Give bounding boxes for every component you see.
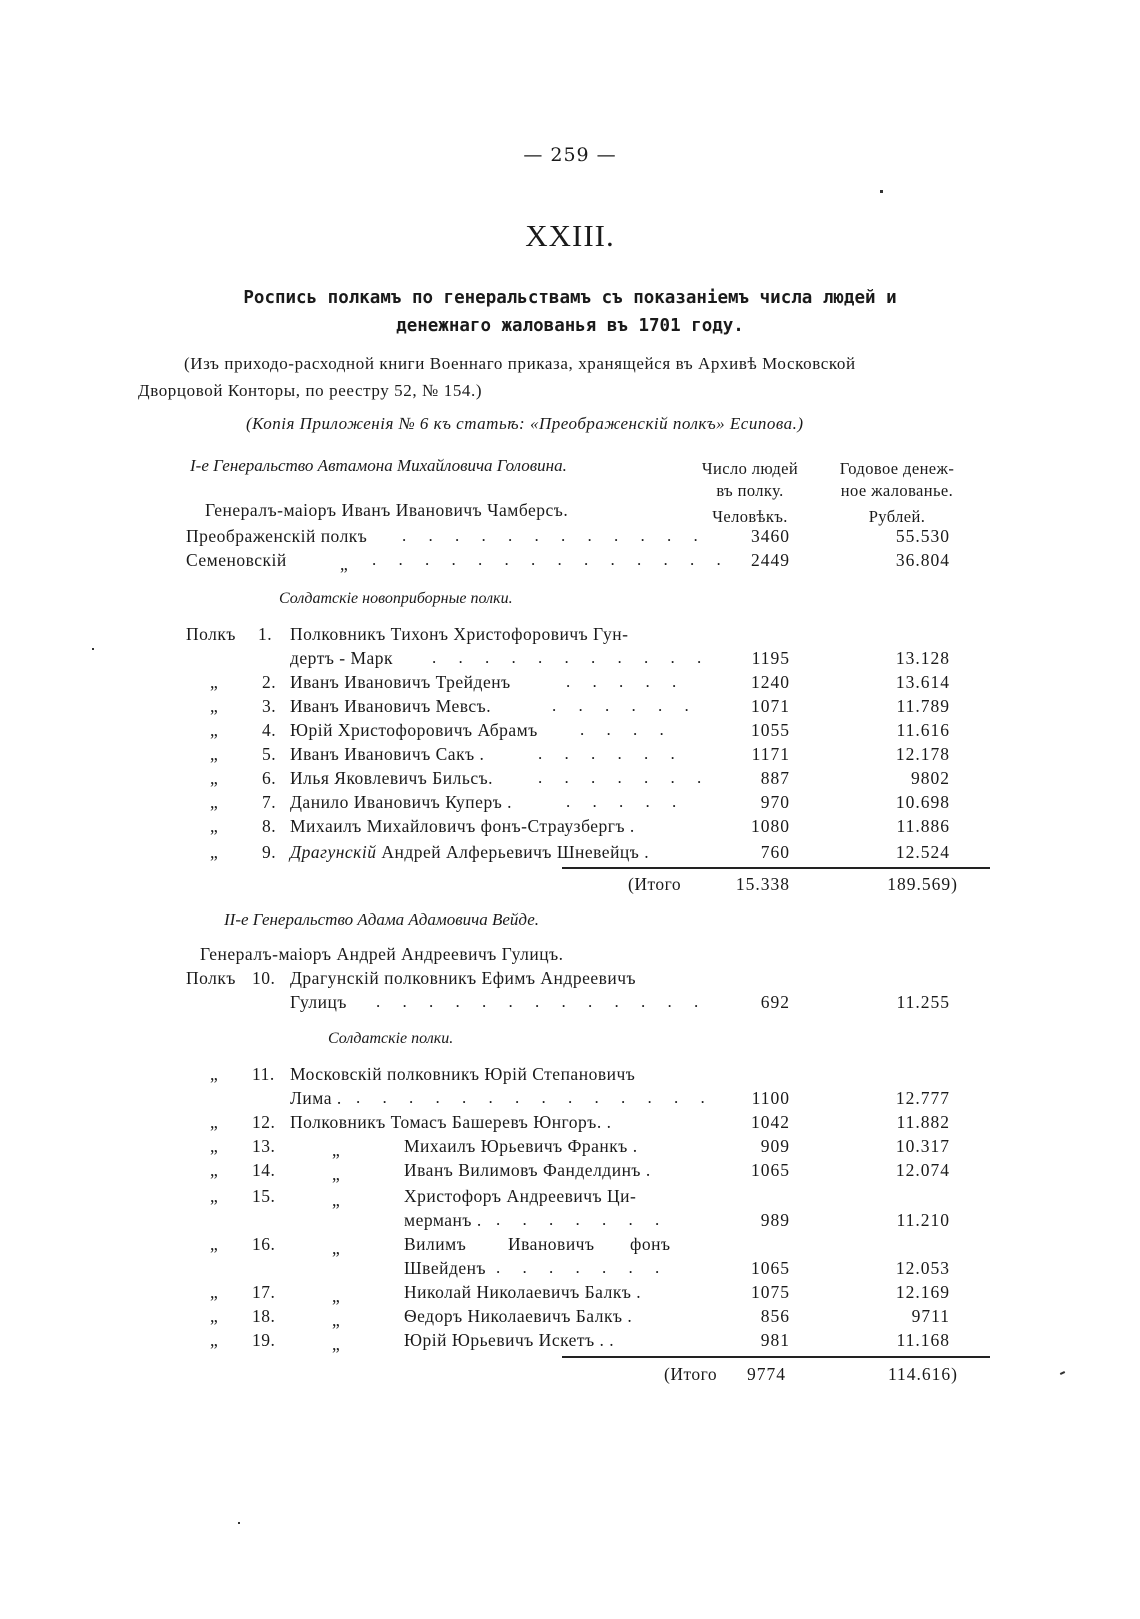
ditto-mark: „: [332, 1140, 341, 1160]
people-value: 1075: [751, 1282, 790, 1302]
people-header-l2: въ полку.: [716, 481, 784, 500]
leader-dots: . . . . . . .: [538, 768, 711, 787]
regiment-name-cont: Лима .: [290, 1088, 342, 1108]
pay-value: 12.074: [895, 1160, 950, 1180]
regiment-number: 12.: [252, 1112, 276, 1132]
regiment-name: Драгунскій полковникъ Ефимъ Андреевичъ: [290, 968, 637, 988]
pay-value: 11.616: [896, 720, 950, 740]
people-value: 1071: [751, 696, 790, 716]
gen1-subheading: Солдатскіе новоприборные полки.: [279, 590, 513, 607]
ditto-mark: „: [210, 768, 219, 788]
regiment-prefix: Полкъ: [186, 968, 236, 988]
copy-note: (Копія Приложенія № 6 къ статьѣ: «Преображенскій полкъ» Есипова.): [246, 414, 804, 433]
pay-value: 10.698: [895, 792, 950, 812]
regiment-prefix: Полкъ: [186, 624, 236, 644]
regiment-name: Полковникъ Томасъ Башеревъ Юнгоръ. .: [290, 1112, 612, 1132]
gen2-title: II-е Генеральство Адама Адамовича Вейде.: [224, 910, 540, 929]
ditto-mark: „: [210, 1306, 219, 1326]
regiment-name: Данило Ивановичъ Куперъ .: [290, 792, 512, 812]
regiment-name: Московскій полковникъ Юрій Степановичъ: [290, 1064, 636, 1084]
title-line-2: денежнаго жалованья въ 1701 году.: [396, 316, 744, 336]
pay-value: 9802: [911, 768, 950, 788]
regiment-name-cont: Швейденъ: [404, 1258, 487, 1278]
scan-speck: [238, 1522, 240, 1524]
pay-header-l3: Рублей.: [868, 507, 926, 526]
people-value: 692: [760, 992, 790, 1012]
leader-dots: . . . . . . . . . . . .: [402, 526, 707, 545]
regiment-name: Иванъ Ивановичъ Трейденъ: [290, 672, 511, 692]
scan-speck: [92, 648, 94, 650]
total-people: 9774: [747, 1364, 786, 1384]
pay-value: 36.804: [895, 550, 950, 570]
ditto-mark: „: [210, 1330, 219, 1350]
leader-dots: . . . . . . . . . . . . .: [376, 992, 708, 1011]
total-rule: [562, 867, 990, 869]
regiment-name: Юрій Юрьевичъ Искетъ . .: [404, 1330, 615, 1350]
guard-name: Семеновскій: [186, 550, 287, 570]
title-line-1: Роспись полкамъ по генеральствамъ съ показаніемъ числа людей и: [243, 288, 897, 308]
people-value: 2449: [751, 550, 790, 570]
scan-speck: [1060, 1371, 1065, 1375]
total-people: 15.338: [735, 874, 790, 894]
ditto-mark: „: [210, 816, 219, 836]
total-pay: 114.616): [887, 1364, 958, 1384]
pay-value: 12.178: [895, 744, 950, 764]
total-pay: 189.569): [887, 874, 958, 894]
regiment-name: Иванъ Ивановичъ Сакъ .: [290, 744, 485, 764]
leader-dots: . . . . . . . . . . .: [432, 648, 711, 667]
regiment-number: 19.: [252, 1330, 276, 1350]
regiment-type-italic: Драгунскій: [290, 842, 377, 862]
pay-value: 10.317: [895, 1136, 950, 1156]
people-value: 909: [760, 1136, 790, 1156]
regiment-name-part: Вилимъ: [404, 1234, 467, 1254]
regiment-name: Илья Яковлевичъ Бильсъ.: [290, 768, 494, 788]
people-value: 3460: [751, 526, 790, 546]
scan-speck: [880, 190, 883, 193]
ditto-mark: „: [340, 554, 349, 574]
ditto-mark: „: [210, 1136, 219, 1156]
ditto-mark: „: [210, 1282, 219, 1302]
people-value: 1042: [751, 1112, 790, 1132]
ditto-mark: „: [210, 1064, 219, 1084]
leader-dots: . . . . . . . . . . . . . .: [372, 550, 730, 569]
leader-dots: . . . . .: [566, 672, 686, 691]
pay-value: 12.053: [895, 1258, 950, 1278]
total-label: (Итого: [628, 874, 682, 894]
regiment-name-cont: дертъ - Марк: [290, 648, 394, 668]
regiment-name-part: фонъ: [630, 1234, 671, 1254]
regiment-number: 5.: [262, 744, 277, 764]
pay-value: 12.524: [895, 842, 950, 862]
regiment-name-text: Андрей Алферьевичъ Шневейцъ .: [381, 842, 650, 862]
leader-dots: . . . . .: [566, 792, 686, 811]
people-value: 989: [760, 1210, 790, 1230]
gen1-title: I-е Генеральство Автамона Михайловича Головина.: [190, 456, 567, 475]
pay-header-l2: ное жалованье.: [840, 481, 954, 500]
regiment-number: 18.: [252, 1306, 276, 1326]
pay-value: 11.882: [896, 1112, 950, 1132]
ditto-mark: „: [332, 1238, 341, 1258]
gen2-major-general: Генералъ-маіоръ Андрей Андреевичъ Гулицъ.: [200, 944, 564, 964]
regiment-number: 6.: [262, 768, 277, 788]
leader-dots: . . . .: [580, 720, 673, 739]
regiment-name: Иванъ Вилимовъ Фанделдинъ .: [404, 1160, 651, 1180]
people-value: 1100: [751, 1088, 790, 1108]
regiment-name-cont: Гулицъ: [290, 992, 347, 1012]
regiment-number: 15.: [252, 1186, 276, 1206]
regiment-number: 4.: [262, 720, 277, 740]
ditto-mark: „: [332, 1164, 341, 1184]
leader-dots: . . . . . . .: [496, 1258, 669, 1277]
ditto-mark: „: [210, 792, 219, 812]
regiment-number: 11.: [252, 1064, 275, 1084]
section-number: XXIII.: [525, 218, 615, 253]
ditto-mark: „: [332, 1334, 341, 1354]
pay-value: 11.168: [896, 1330, 950, 1350]
regiment-name-part: Ивановичъ: [508, 1234, 595, 1254]
people-value: 1240: [751, 672, 790, 692]
people-value: 981: [760, 1330, 790, 1350]
regiment-number: 14.: [252, 1160, 276, 1180]
ditto-mark: „: [210, 1186, 219, 1206]
regiment-number: 17.: [252, 1282, 276, 1302]
pay-value: 9711: [911, 1306, 950, 1326]
ditto-mark: „: [332, 1310, 341, 1330]
people-value: 1065: [751, 1258, 790, 1278]
people-value: 856: [760, 1306, 790, 1326]
regiment-name: Христофоръ Андреевичъ Ци-: [404, 1186, 637, 1206]
ditto-mark: „: [210, 720, 219, 740]
ditto-mark: „: [210, 744, 219, 764]
regiment-name: Иванъ Ивановичъ Мевсъ.: [290, 696, 492, 716]
pay-value: 13.128: [895, 648, 950, 668]
page-number: — 259 —: [523, 144, 617, 166]
regiment-number: 13.: [252, 1136, 276, 1156]
regiment-number: 3.: [262, 696, 277, 716]
ditto-mark: „: [210, 842, 219, 862]
regiment-name-cont: мерманъ .: [404, 1210, 482, 1230]
pay-value: 13.614: [895, 672, 950, 692]
source-line-1: (Изъ приходо-расходной книги Военнаго приказа, хранящейся въ Архивѣ Московской: [184, 354, 856, 373]
pay-header-l1: Годовое денеж-: [839, 459, 955, 478]
people-value: 1195: [751, 648, 790, 668]
ditto-mark: „: [332, 1286, 341, 1306]
regiment-name: Михаилъ Юрьевичъ Франкъ .: [404, 1136, 638, 1156]
leader-dots: . . . . . .: [552, 696, 698, 715]
ditto-mark: „: [210, 672, 219, 692]
pay-value: 12.169: [895, 1282, 950, 1302]
leader-dots: . . . . . .: [538, 744, 684, 763]
regiment-name: Полковникъ Тихонъ Христофоровичъ Гун-: [290, 624, 629, 644]
regiment-number: 10.: [252, 968, 276, 988]
people-value: 760: [760, 842, 790, 862]
regiment-name: Ѳедоръ Николаевичъ Балкъ .: [404, 1306, 633, 1326]
people-value: 1055: [751, 720, 790, 740]
pay-column-header: [822, 458, 972, 528]
people-value: 1080: [751, 816, 790, 836]
regiment-name: Юрій Христофоровичъ Абрамъ: [290, 720, 538, 740]
pay-value: 12.777: [895, 1088, 950, 1108]
regiment-number: 8.: [262, 816, 277, 836]
ditto-mark: „: [210, 1234, 219, 1254]
regiment-number: 2.: [262, 672, 277, 692]
pay-value: 11.210: [896, 1210, 950, 1230]
regiment-name: Михаилъ Михайловичъ фонъ-Страузбергъ .: [290, 816, 635, 836]
ditto-mark: „: [210, 1160, 219, 1180]
people-value: 1065: [751, 1160, 790, 1180]
total-rule: [562, 1356, 990, 1358]
pay-value: 11.255: [896, 992, 950, 1012]
people-header-l3: Человѣкъ.: [712, 507, 788, 526]
people-value: 887: [760, 768, 790, 788]
regiment-number: 16.: [252, 1234, 276, 1254]
ditto-mark: „: [210, 1112, 219, 1132]
ditto-mark: „: [332, 1190, 341, 1210]
regiment-number: 1.: [258, 624, 273, 644]
people-value: 1171: [751, 744, 790, 764]
pay-value: 11.789: [896, 696, 950, 716]
guard-name: Преображенскій полкъ: [186, 526, 368, 546]
source-line-2: Дворцовой Конторы, по реестру 52, № 154.): [138, 381, 483, 400]
people-column-header: [675, 458, 825, 528]
total-label: (Итого: [664, 1364, 718, 1384]
people-value: 970: [760, 792, 790, 812]
leader-dots: . . . . . . . . . . . . . .: [356, 1088, 714, 1107]
regiment-number: 9.: [262, 842, 277, 862]
people-header-l1: Число людей: [701, 459, 799, 478]
gen1-major-general: Генералъ-маіоръ Иванъ Ивановичъ Чамберсъ.: [205, 500, 569, 520]
regiment-number: 7.: [262, 792, 277, 812]
leader-dots: . . . . . . .: [496, 1210, 669, 1229]
ditto-mark: „: [210, 696, 219, 716]
pay-value: 11.886: [896, 816, 950, 836]
regiment-name: Николай Николаевичъ Балкъ .: [404, 1282, 642, 1302]
gen2-subheading: Солдатскіе полки.: [328, 1030, 454, 1047]
regiment-name: [290, 842, 649, 863]
pay-value: 55.530: [895, 526, 950, 546]
